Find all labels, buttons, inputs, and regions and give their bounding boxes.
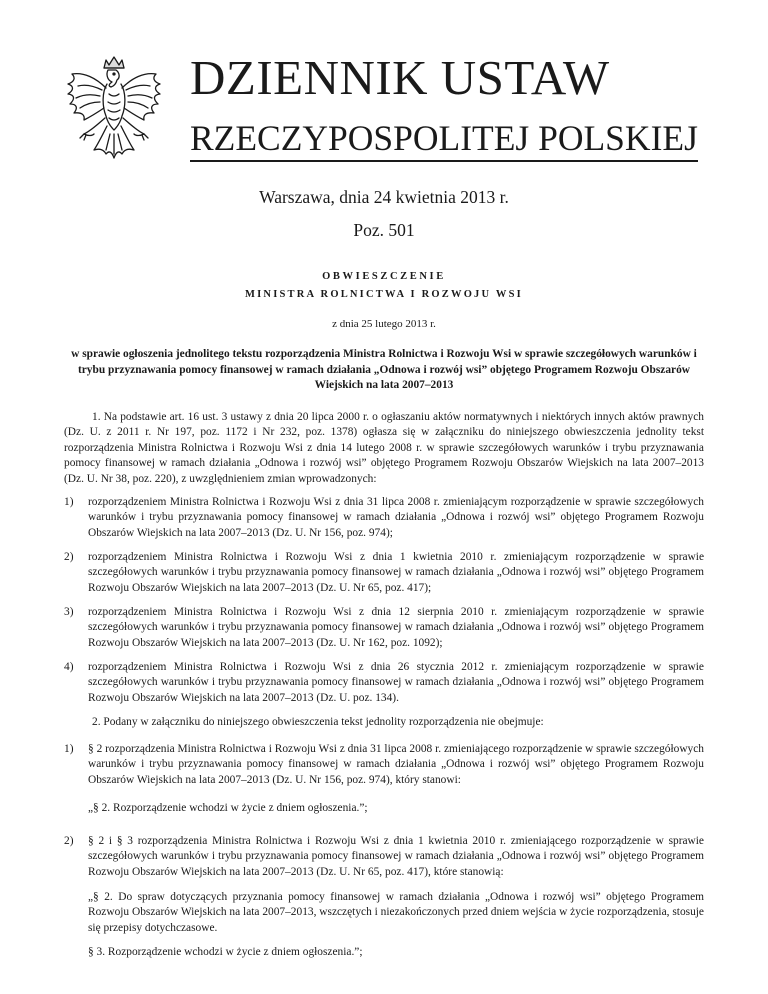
quoted-provision: „§ 2. Rozporządzenie wchodzi w życie z dniem ogłoszenia.”; <box>88 802 368 814</box>
amendment-number: 3) <box>64 606 74 618</box>
amendment-text: rozporządzeniem Ministra Rolnictwa i Rozwoju Wsi z dnia 1 kwietnia 2010 r. zmieniającym rozporządzenie w sprawie szczegółowych warunków i trybu przyznawania pomocy finansowej w ramach działania „Odnowa i rozwój wsi” objętego Programem Rozwoju Obszarów Wiejskich na lata 2007–2013 (Dz. U. Nr 65, poz. 417); <box>88 551 704 594</box>
paragraph-2: 2. Podany w załączniku do niniejszego obwieszczenia tekst jednolity rozporządzenia nie obejmuje: <box>92 716 544 728</box>
amendment-text: rozporządzeniem Ministra Rolnictwa i Rozwoju Wsi z dnia 31 lipca 2008 r. zmieniającym rozporządzenie w sprawie szczegółowych warunków i trybu przyznawania pomocy finansowej w ramach działania „Odnowa i rozwój wsi” objętego Programem Rozwoju Obszarów Wiejskich na lata 2007–2013 (Dz. U. Nr 156, poz. 974); <box>88 496 704 539</box>
journal-title: DZIENNIK USTAW <box>190 50 610 105</box>
issuer: MINISTRA ROLNICTWA I ROZWOJU WSI <box>245 289 523 300</box>
journal-subtitle: RZECZYPOSPOLITEJ POLSKIEJ <box>190 118 698 158</box>
paragraph-1: 1. Na podstawie art. 16 ust. 3 ustawy z dnia 20 lipca 2000 r. o ogłaszaniu aktów normatywnych i niektórych innych aktów prawnych (Dz. U. z 2011 r. Nr 197, poz. 1172 i Nr 232, poz. 1378) ogłasza się w załączniku do niniejszego obwieszczenia jednolity tekst rozporządzenia Ministra Rolnictwa i Rozwoju Wsi z dnia 14 lutego 2008 r. w sprawie szczegółowych warunków i trybu przyznawania pomocy finansowej w ramach działania „Odnowa i rozwój wsi” objętego Programem Rozwoju Obszarów Wiejskich na lata 2007–2013 (Dz. U. Nr 38, poz. 220), z uwzględnieniem zmian wprowadzonych: <box>64 411 704 485</box>
amendment-number: 2) <box>64 551 74 563</box>
position-number: Poz. 501 <box>353 220 415 240</box>
masthead-divider <box>190 160 698 162</box>
amendment-number: 4) <box>64 661 74 673</box>
amendment-number: 1) <box>64 496 74 508</box>
exclusion-number: 1) <box>64 743 74 755</box>
quoted-provision: § 3. Rozporządzenie wchodzi w życie z dniem ogłoszenia.”; <box>88 946 363 958</box>
document-type: OBWIESZCZENIE <box>322 271 446 282</box>
issue-date: Warszawa, dnia 24 kwietnia 2013 r. <box>259 187 509 207</box>
amendment-text: rozporządzeniem Ministra Rolnictwa i Rozwoju Wsi z dnia 12 sierpnia 2010 r. zmieniającym rozporządzenie w sprawie szczegółowych warunków i trybu przyznawania pomocy finansowej w ramach działania „Odnowa i rozwój wsi” objętego Programem Rozwoju Obszarów Wiejskich na lata 2007–2013 (Dz. U. Nr 162, poz. 1092); <box>88 606 704 649</box>
exclusion-text: § 2 i § 3 rozporządzenia Ministra Rolnictwa i Rozwoju Wsi z dnia 1 kwietnia 2010 r. zmieniającego rozporządzenie w sprawie szczegółowych warunków i trybu przyznawania pomocy finansowej w ramach działania „Odnowa i rozwój wsi” objętego Programem Rozwoju Obszarów Wiejskich na lata 2007–2013 (Dz. U. Nr 65, poz. 417), które stanowią: <box>88 835 704 878</box>
exclusion-number: 2) <box>64 835 74 847</box>
exclusion-text: § 2 rozporządzenia Ministra Rolnictwa i Rozwoju Wsi z dnia 31 lipca 2008 r. zmieniającego rozporządzenie w sprawie szczegółowych warunków i trybu przyznawania pomocy finansowej w ramach działania „Odnowa i rozwój wsi” objętego Programem Rozwoju Obszarów Wiejskich na lata 2007–2013 (Dz. U. Nr 156, poz. 974), który stanowi: <box>88 743 704 786</box>
amendment-text: rozporządzeniem Ministra Rolnictwa i Rozwoju Wsi z dnia 26 stycznia 2012 r. zmieniającym rozporządzenie w sprawie szczegółowych warunków i trybu przyznawania pomocy finansowej w ramach działania „Odnowa i rozwój wsi” objętego Programem Rozwoju Obszarów Wiejskich na lata 2007–2013 (Dz. U. poz. 134). <box>88 661 704 704</box>
document-date: z dnia 25 lutego 2013 r. <box>332 318 436 330</box>
document-subject: w sprawie ogłoszenia jednolitego tekstu rozporządzenia Ministra Rolnictwa i Rozwoju Wsi w sprawie szczegółowych warunków i trybu przyznawania pomocy finansowej w ramach działania „Odnowa i rozwój wsi” objętego Programem Rozwoju Obszarów Wiejskich na lata 2007–2013 <box>71 348 697 392</box>
quoted-provision: „§ 2. Do spraw dotyczących przyznania pomocy finansowej w ramach działania „Odnowa i rozwój wsi” objętego Programem Rozwoju Obszarów Wiejskich na lata 2007–2013, wszczętych i niezakończonych przed dniem wejścia w życie rozporządzenia, stosuje się przepisy dotychczasowe. <box>88 891 704 934</box>
eagle-emblem-icon <box>62 54 166 174</box>
